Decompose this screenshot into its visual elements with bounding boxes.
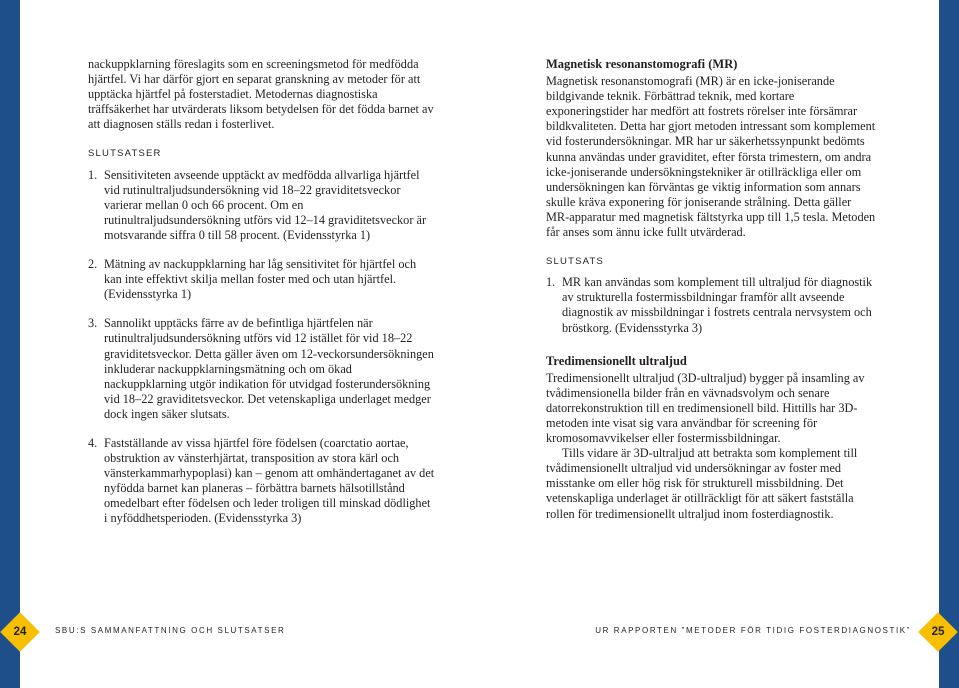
finding-item (88, 168, 436, 243)
td-heading: Tredimensionellt ultraljud (546, 353, 687, 368)
finding-number: 4. (88, 435, 98, 450)
finding-item (88, 316, 436, 422)
mr-paragraph: Magnetisk resonanstomografi (MR) är en icke-joniserande bildgivande teknik. Förbättrad teknik, med kortare exponeringstider har medfört att fostrets rörelser inte försämrar bildkvaliteten. Detta har gjort metoden intressant som komplement vid fosterundersökningar. MR har ur säkerhetssynpunkt bedömts kunna användas under graviditet, efter första trimestern, om andra icke-joniserande undersökningstekniker är otillräckliga eller om undersökningen kan förväntas ge viktig information som annars skulle kräva exponering för joniserande strålning. Detta gäller MR-apparatur med magnetisk fältstyrka upp till 1,5 tesla. Metoden får anses som ännu icke fullt utvärderad. (546, 74, 876, 240)
left-text-column (88, 57, 436, 541)
left-edge-bar (0, 0, 20, 688)
findings-list (546, 275, 876, 335)
finding-number: 2. (88, 257, 98, 272)
conclusion-label: SLUTSATS (546, 256, 604, 268)
td-paragraph-2: Tills vidare är 3D-ultraljud att betrakta som komplement till tvådimensionellt ultraljud vid undersökningar av foster med misstanke om eller hög risk för strukturell missbildning. Det vetenskapliga underlaget är otillräckligt för att säkert fastställa rollen för tredimensionellt ultraljud inom fosterdiagnostik. (546, 446, 858, 521)
intro-paragraph: nackuppklarning föreslagits som en screeningsmetod för medfödda hjärtfel. Vi har därför gjort en separat granskning av metoder för att upptäcka hjärtfel på fosterstadiet. Metodernas diagnostiska träffsäkerhet har utvärderats liksom betydelsen för det födda barnet av att diagnosen ställs redan i fosterlivet. (88, 57, 434, 132)
mr-heading: Magnetisk resonanstomografi (MR) (546, 57, 738, 71)
page-number-right: 25 (931, 626, 945, 638)
finding-text: MR kan användas som komplement till ultraljud för diagnostik av strukturella fostermissbildningar framför allt avseende diagnostik av missbildningar i fostrets centrala nervsystem och bröstkorg. (Evidensstyrka 3) (562, 275, 873, 335)
right-text-column (546, 57, 876, 522)
right-page (479, 0, 945, 688)
finding-number: 1. (88, 167, 98, 182)
page-number-left: 24 (13, 626, 27, 638)
finding-text: Mätning av nackuppklarning har låg sensitivitet för hjärtfel och kan inte effektivt skilja mellan foster med och utan hjärtfel. (Evidensstyrka 1) (104, 257, 417, 302)
conclusions-label: SLUTSATSER (88, 148, 162, 160)
findings-list (88, 168, 436, 527)
td-paragraph-1: Tredimensionellt ultraljud (3D-ultraljud) bygger på insamling av tvådimensionella bilder från en vävnadsvolym och senare datorrekonstruktion till en tredimensionell bild. Hittills har 3D-metoden inte visat sig vara användbar för screening för kromosomavvikelser eller fostermissbildningar. (546, 370, 865, 446)
running-footer-left: SBU:S SAMMANFATTNING OCH SLUTSATSER (55, 626, 286, 635)
finding-item (88, 257, 436, 302)
left-page (13, 0, 479, 688)
finding-text: Fastställande av vissa hjärtfel före födelsen (coarctatio aortae, obstruktion av vänsterhjärtat, transposition av stora kärl och vänsterkammarhypoplasi) kan – genom att omhändertaganet av det nyfödda barnet kan planeras – förbättra barnets hälsotillstånd omedelbart efter födelsen och leder troligen till minskad dödlighet i nyföddhetsperioden. (Evidensstyrka 3) (104, 435, 435, 526)
finding-number: 1. (546, 275, 556, 290)
finding-text: Sensitiviteten avseende upptäckt av medfödda allvarliga hjärtfel vid rutinultraljudsundersökning vid 18–22 graviditetsveckor varierar mellan 0 och 66 procent. Om en rutinultraljudsundersökning utförs vid 12–14 graviditetsveckor är motsvarande siffra 0 till 58 procent. (Evidensstyrka 1) (104, 167, 427, 242)
right-edge-bar (939, 0, 959, 688)
finding-item (88, 436, 436, 527)
running-footer-right: UR RAPPORTEN ”METODER FÖR TIDIG FOSTERDIAGNOSTIK” (595, 626, 911, 635)
page-number-marker-left (0, 612, 40, 652)
finding-text: Sannolikt upptäcks färre av de befintliga hjärtfelen när rutinultraljudsundersökning utförs vid 12 istället för vid 18–22 graviditetsveckor. Detta gäller även om 12-veckorsundersökningen inkluderar nackuppklarningsmätning och om ökad nackuppklarning utgör indikation för utvidgad fosterundersökning vid 18–22 graviditetsveckor. Det vetenskapliga underlaget medger dock ingen säker slutsats. (104, 316, 434, 421)
page-number-marker-right (918, 612, 958, 652)
finding-number: 3. (88, 316, 98, 331)
finding-item (546, 275, 876, 335)
